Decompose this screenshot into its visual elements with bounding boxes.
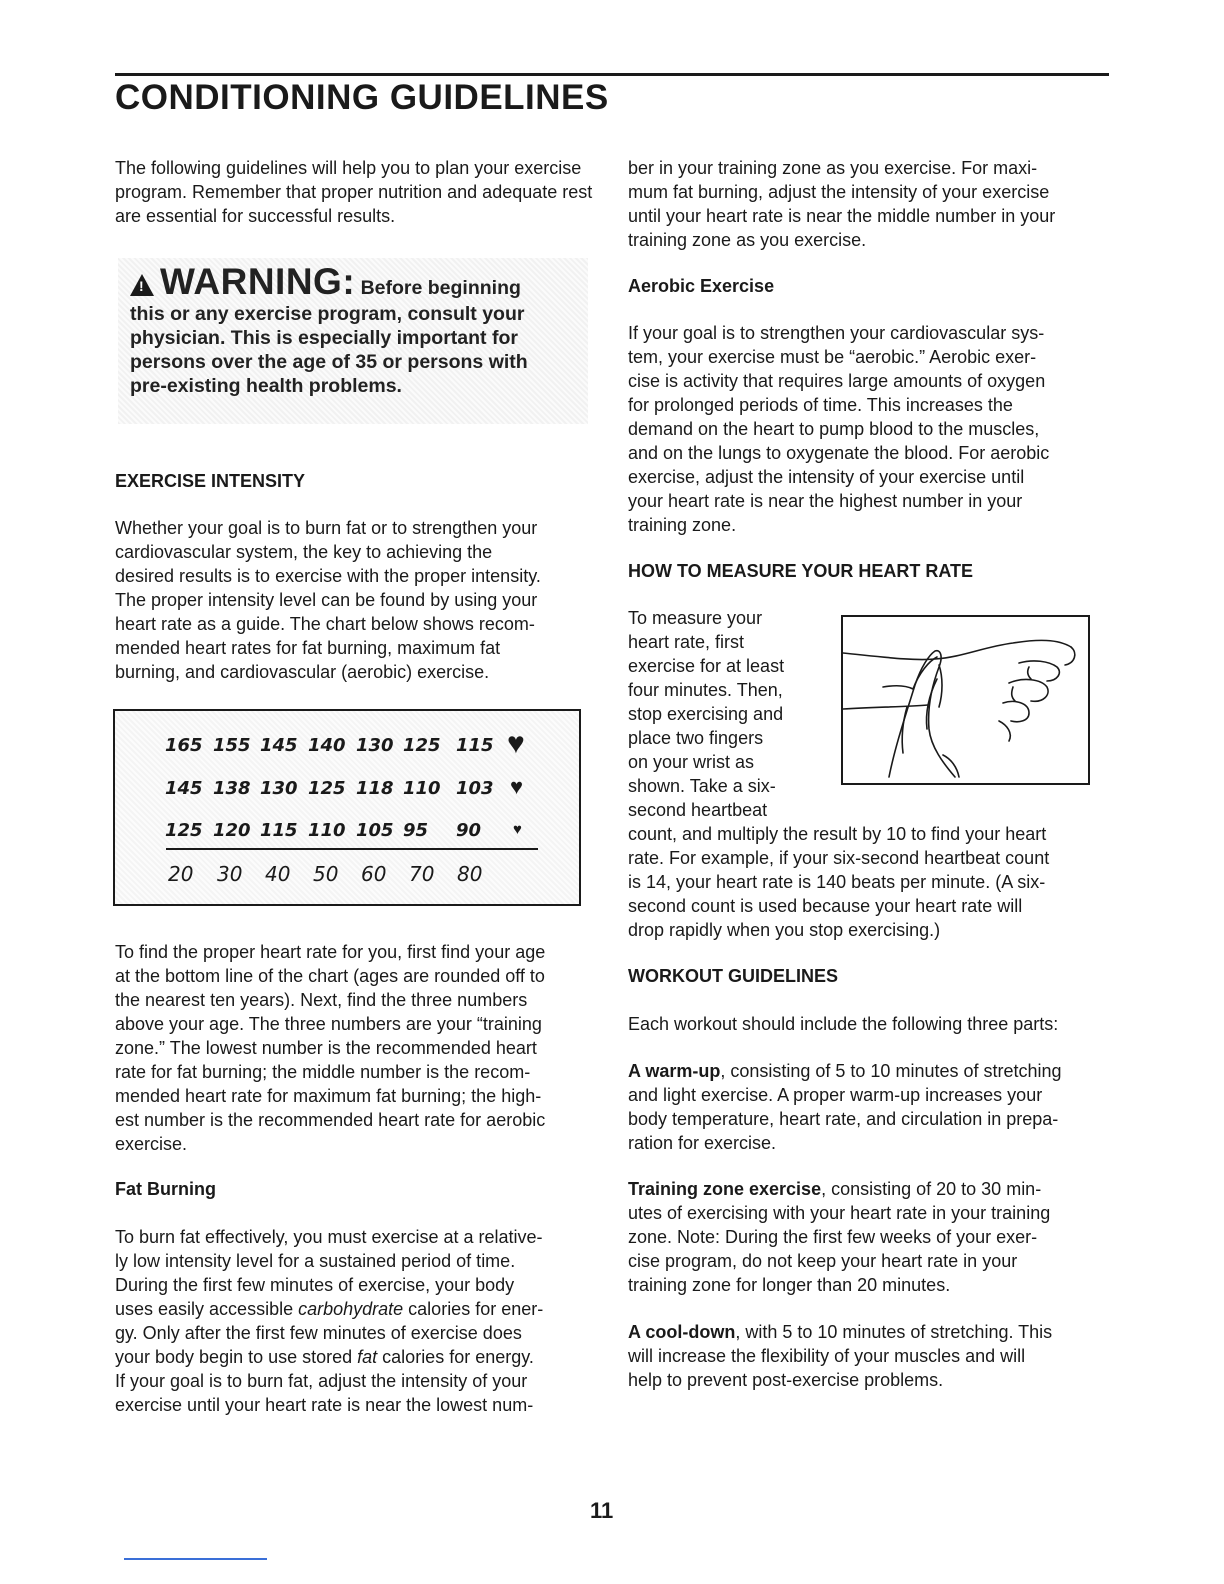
text-line: To find the proper heart rate for you, first find your age bbox=[115, 942, 546, 962]
text-line: exercise until your heart rate is near the lowest num- bbox=[115, 1395, 534, 1415]
text-line: est number is the recommended heart rate for aerobic bbox=[115, 1110, 546, 1130]
medium-heart-icon: ♥ bbox=[510, 774, 524, 799]
fat-burning-heading: Fat Burning bbox=[115, 1179, 216, 1199]
heart-rate-value: 115 bbox=[260, 820, 298, 841]
text-line: on your wrist as bbox=[628, 752, 755, 772]
text-line: ly low intensity level for a sustained period of time. bbox=[115, 1251, 516, 1271]
intro-paragraph: The following guidelines will help you to plan your exercise program. Remember that proper nutrition and adequate rest are essential for successful results. bbox=[115, 158, 593, 226]
training-bold: Training zone exercise bbox=[628, 1179, 822, 1199]
text-line: , with 5 to 10 minutes of stretching. This bbox=[735, 1322, 1053, 1342]
aerobic-heading: Aerobic Exercise bbox=[628, 276, 775, 296]
warning-line: physician. This is especially important for bbox=[130, 327, 518, 349]
text-line: training zone for longer than 20 minutes. bbox=[628, 1275, 951, 1295]
text-line: the nearest ten years). Next, find the three numbers bbox=[115, 990, 528, 1010]
text-line: and on the lungs to oxygenate the blood. For aerobic bbox=[628, 443, 1050, 463]
heart-rate-value: 110 bbox=[403, 778, 441, 799]
measure-paragraph-long bbox=[628, 822, 1049, 942]
exercise-intensity-heading: EXERCISE INTENSITY bbox=[115, 471, 306, 491]
text-line: zone.” The lowest number is the recommended heart bbox=[115, 1038, 537, 1058]
heart-rate-value: 155 bbox=[213, 735, 251, 756]
measure-paragraph-short bbox=[628, 606, 784, 822]
text-line: is 14, your heart rate is 140 beats per minute. (A six- bbox=[628, 872, 1046, 892]
text-line: Whether your goal is to burn fat or to strengthen your bbox=[115, 518, 538, 538]
warning-triangle-icon bbox=[130, 274, 154, 296]
wrist-pulse-illustration bbox=[841, 615, 1090, 785]
text-line: above your age. The three numbers are your “training bbox=[115, 1014, 542, 1034]
text-line: To burn fat effectively, you must exercise at a relative- bbox=[115, 1227, 543, 1247]
text-line: uses easily accessible carbohydrate calories for ener- bbox=[115, 1299, 544, 1319]
cooldown-bold: A cool-down bbox=[628, 1322, 736, 1342]
text-line: place two fingers bbox=[628, 728, 764, 748]
age-value: 20 bbox=[168, 862, 194, 886]
text-line: burning, and cardiovascular (aerobic) exercise. bbox=[115, 662, 490, 682]
heart-rate-value: 110 bbox=[308, 820, 346, 841]
heart-rate-value: 120 bbox=[213, 820, 251, 841]
heart-rate-value: 118 bbox=[356, 778, 394, 799]
text-line: your body begin to use stored fat calories for energy. bbox=[115, 1347, 534, 1367]
emphasized-word: carbohydrate bbox=[298, 1299, 404, 1319]
training-zone-paragraph bbox=[115, 940, 545, 1156]
text-line: stop exercising and bbox=[628, 704, 784, 724]
text-line: shown. Take a six- bbox=[628, 776, 776, 796]
hand-on-wrist-icon bbox=[843, 617, 1088, 783]
text-line: until your heart rate is near the middle number in your bbox=[628, 206, 1056, 226]
warning-line: this or any exercise program, consult your bbox=[130, 303, 525, 325]
text-line: four minutes. Then, bbox=[628, 680, 783, 700]
text-line: ration for exercise. bbox=[628, 1133, 777, 1153]
small-heart-icon: ♥ bbox=[513, 820, 522, 838]
age-value: 60 bbox=[361, 862, 387, 886]
heart-rate-chart bbox=[113, 709, 581, 906]
cooldown-paragraph bbox=[628, 1320, 1052, 1392]
age-baseline bbox=[166, 848, 538, 850]
warning-line: persons over the age of 35 or persons with bbox=[130, 351, 528, 373]
text-line: your heart rate is near the highest number in your bbox=[628, 491, 1023, 511]
heart-rate-value: 125 bbox=[308, 778, 346, 799]
text-line: second heartbeat bbox=[628, 800, 768, 820]
heart-rate-value: 145 bbox=[260, 735, 298, 756]
text-line: desired results is to exercise with the proper intensity. bbox=[115, 566, 541, 586]
heart-rate-value: 165 bbox=[165, 735, 203, 756]
warmup-bold: A warm-up bbox=[628, 1061, 721, 1081]
text-line: ber in your training zone as you exercise. For maxi- bbox=[628, 158, 1038, 178]
heart-rate-value: 140 bbox=[308, 735, 346, 756]
text-line: , consisting of 5 to 10 minutes of stretching bbox=[720, 1061, 1062, 1081]
heart-rate-value: 145 bbox=[165, 778, 203, 799]
heart-rate-value: 125 bbox=[165, 820, 203, 841]
text-line: exercise, adjust the intensity of your exercise until bbox=[628, 467, 1025, 487]
text-line: If your goal is to burn fat, adjust the intensity of your bbox=[115, 1371, 528, 1391]
text-line: cise is activity that requires large amounts of oxygen bbox=[628, 371, 1046, 391]
text-line: body temperature, heart rate, and circulation in prepa- bbox=[628, 1109, 1059, 1129]
text-line: drop rapidly when you stop exercising.) bbox=[628, 920, 941, 940]
heart-rate-value: 125 bbox=[403, 735, 441, 756]
fat-burning-paragraph bbox=[115, 1225, 543, 1417]
text-line: count, and multiply the result by 10 to find your heart bbox=[628, 824, 1047, 844]
age-value: 30 bbox=[217, 862, 243, 886]
large-heart-icon: ♥ bbox=[507, 727, 525, 760]
age-value: 80 bbox=[457, 862, 483, 886]
text-line: The proper intensity level can be found by using your bbox=[115, 590, 538, 610]
text-line: rate. For example, if your six-second heartbeat count bbox=[628, 848, 1050, 868]
text-line: help to prevent post-exercise problems. bbox=[628, 1370, 944, 1390]
warning-lead: Before beginning bbox=[360, 277, 521, 299]
emphasized-word: fat bbox=[357, 1347, 378, 1367]
heart-rate-value: 103 bbox=[456, 778, 494, 799]
measure-heart-rate-heading: HOW TO MEASURE YOUR HEART RATE bbox=[628, 561, 974, 581]
page-number: 11 bbox=[590, 1498, 614, 1523]
text-line: demand on the heart to pump blood to the muscles, bbox=[628, 419, 1040, 439]
text-line: cardiovascular system, the key to achieving the bbox=[115, 542, 493, 562]
warning-line: pre-existing health problems. bbox=[130, 375, 402, 397]
text-line: mum fat burning, adjust the intensity of your exercise bbox=[628, 182, 1050, 202]
text-line: utes of exercising with your heart rate in your training bbox=[628, 1203, 1051, 1223]
text-line: tem, your exercise must be “aerobic.” Aerobic exer- bbox=[628, 347, 1037, 367]
heart-rate-value: 130 bbox=[260, 778, 298, 799]
text-line: will increase the flexibility of your muscles and will bbox=[628, 1346, 1026, 1366]
text-line: gy. Only after the first few minutes of exercise does bbox=[115, 1323, 522, 1343]
text-line: zone. Note: During the first few weeks of your exer- bbox=[628, 1227, 1038, 1247]
age-value: 70 bbox=[409, 862, 435, 886]
warning-word: WARNING: bbox=[160, 261, 356, 302]
age-value: 50 bbox=[313, 862, 339, 886]
training-zone-exercise-paragraph bbox=[628, 1177, 1050, 1297]
aerobic-paragraph bbox=[628, 321, 1049, 537]
warning-box bbox=[118, 258, 588, 424]
text-line: To measure your bbox=[628, 608, 763, 628]
text-line: exercise. bbox=[115, 1134, 188, 1154]
heart-rate-value: 130 bbox=[356, 735, 394, 756]
text-line: for prolonged periods of time. This increases the bbox=[628, 395, 1013, 415]
fat-burning-continued bbox=[628, 156, 1055, 252]
footer-link-line bbox=[124, 1558, 267, 1560]
text-line: exercise for at least bbox=[628, 656, 785, 676]
text-line: heart rate as a guide. The chart below shows recom- bbox=[115, 614, 535, 634]
text-line: training zone as you exercise. bbox=[628, 230, 867, 250]
text-line: If your goal is to strengthen your cardiovascular sys- bbox=[628, 323, 1045, 343]
intensity-paragraph bbox=[115, 516, 541, 684]
text-line: second count is used because your heart rate will bbox=[628, 896, 1023, 916]
text-line: cise program, do not keep your heart rate in your bbox=[628, 1251, 1018, 1271]
age-value: 40 bbox=[265, 862, 291, 886]
heart-rate-value: 95 bbox=[403, 820, 429, 841]
workout-guidelines-heading: WORKOUT GUIDELINES bbox=[628, 966, 838, 986]
text-line: mended heart rates for fat burning, maximum fat bbox=[115, 638, 501, 658]
text-line: rate for fat burning; the middle number is the recom- bbox=[115, 1062, 531, 1082]
heart-rate-value: 105 bbox=[356, 820, 394, 841]
text-line: and light exercise. A proper warm-up increases your bbox=[628, 1085, 1043, 1105]
heart-rate-value: 138 bbox=[213, 778, 251, 799]
page-title: CONDITIONING GUIDELINES bbox=[115, 78, 609, 117]
workout-intro: Each workout should include the following three parts: bbox=[628, 1014, 1059, 1034]
heart-rate-value: 115 bbox=[456, 735, 494, 756]
text-line: During the first few minutes of exercise, your body bbox=[115, 1275, 515, 1295]
warmup-paragraph bbox=[628, 1059, 1062, 1155]
text-line: , consisting of 20 to 30 min- bbox=[821, 1179, 1042, 1199]
text-line: heart rate, first bbox=[628, 632, 745, 652]
text-line: at the bottom line of the chart (ages are rounded off to bbox=[115, 966, 545, 986]
heart-rate-value: 90 bbox=[456, 820, 482, 841]
text-line: training zone. bbox=[628, 515, 737, 535]
title-rule bbox=[115, 73, 1109, 76]
text-line: mended heart rate for maximum fat burning; the high- bbox=[115, 1086, 542, 1106]
